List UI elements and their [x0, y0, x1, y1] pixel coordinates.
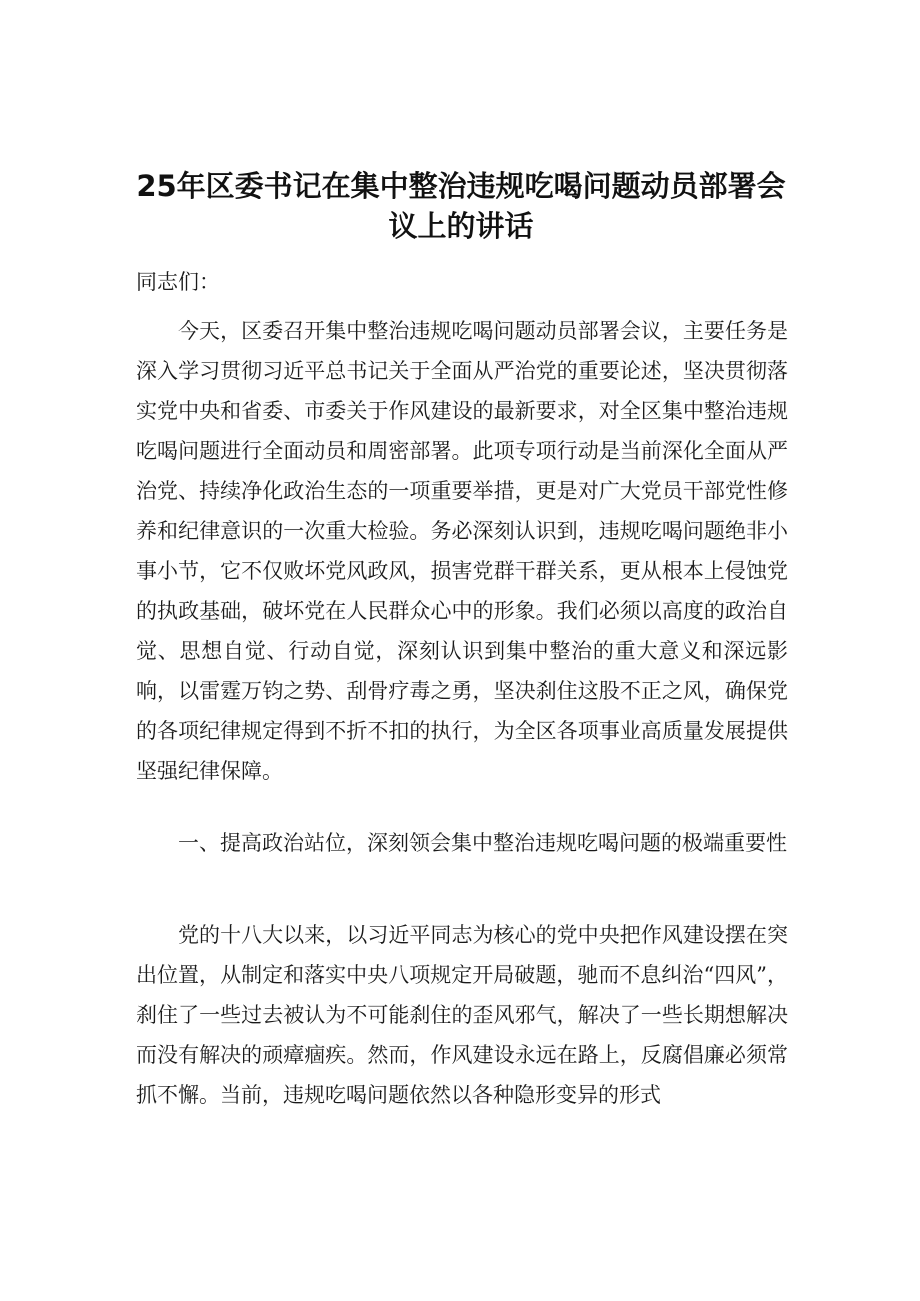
paragraph-intro: 今天，区委召开集中整治违规吃喝问题动员部署会议，主要任务是深入学习贯彻习近平总书记关于全面从严治党的重要论述，坚决贯彻落实党中央和省委、市委关于作风建设的最新要求，对全区集中整治违规吃喝问题进行全面动员和周密部署。此项专项行动是当前深化全面从严治党、持续净化政治生态的一项重要举措，更是对广大党员干部党性修养和纪律意识的一次重大检验。务必深刻认识到，违规吃喝问题绝非小事小节，它不仅败坏党风政风，损害党群干群关系，更从根本上侵蚀党的执政基础，破坏党在人民群众心中的形象。我们必须以高度的政治自觉、思想自觉、行动自觉，深刻认识到集中整治的重大意义和深远影响，以雷霆万钧之势、刮骨疗毒之勇，坚决刹住这股不正之风，确保党的各项纪律规定得到不折不扣的执行，为全区各项事业高质量发展提供坚强纪律保障。 [136, 319, 788, 783]
document-title: 25年区委书记在集中整治违规吃喝问题动员部署会议上的讲话 [136, 169, 786, 243]
section-heading-1: 一、提高政治站位，深刻领会集中整治违规吃喝问题的极端重要性 [178, 831, 787, 855]
greeting: 同志们： [136, 270, 220, 294]
paragraph-section-1: 党的十八大以来，以习近平同志为核心的党中央把作风建设摆在突出位置，从制定和落实中央八项规定开局破题，驰而不息纠治“四风”，刹住了一些过去被认为不可能刹住的歪风邪气，解决了一些长期想解决而没有解决的顽瘴痼疾。然而，作风建设永远在路上，反腐倡廉必须常抓不懈。当前，违规吃喝问题依然以各种隐形变异的形式 [136, 923, 788, 1107]
